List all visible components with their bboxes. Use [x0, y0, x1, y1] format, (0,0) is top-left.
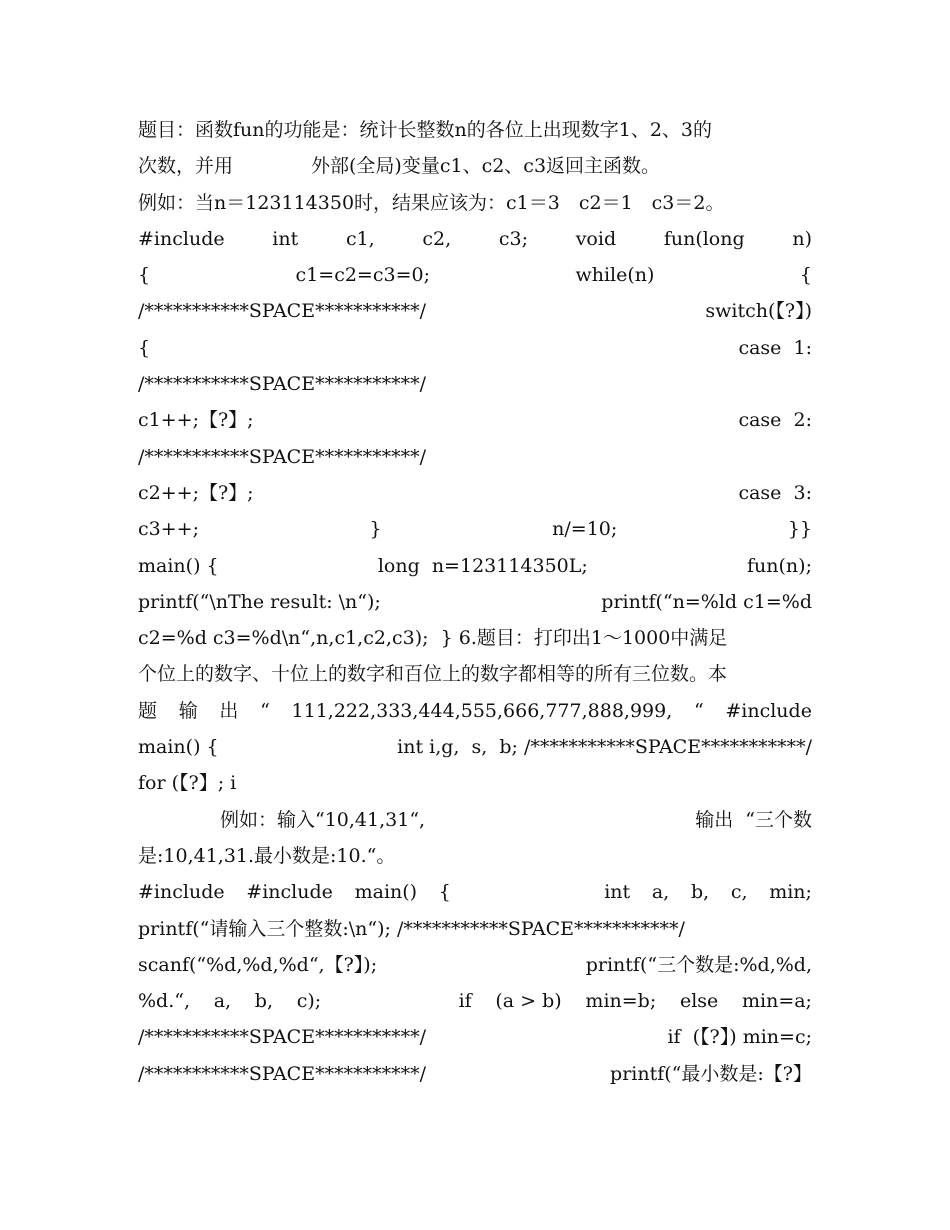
line-2-seg-1: 次数，并用: [138, 155, 234, 178]
line-22-seg-3: main(): [354, 881, 418, 904]
line-21-seg-1: 是:10,41,31.最小数是:10.“。: [138, 844, 396, 867]
text-line-27: [138, 1056, 812, 1092]
line-3-seg-1: 例如：当n＝123114350时，结果应该为：c1＝3 c2＝1 c3＝2。: [138, 191, 725, 214]
line-11-seg-1: c2++;【?】;: [138, 481, 254, 504]
line-4-seg-6: void: [575, 227, 617, 250]
text-line-10: [138, 439, 812, 475]
line-6-seg-1: /***********SPACE***********/: [138, 300, 426, 323]
text-line-3: [138, 185, 812, 221]
line-17-seg-3: 出: [219, 699, 239, 722]
text-line-15: [138, 620, 812, 656]
line-4-seg-1: #include: [138, 227, 225, 250]
text-line-24: [138, 947, 812, 983]
line-25-seg-1: %d.“,: [138, 990, 191, 1013]
line-5-seg-2: c1=c2=c3=0;: [295, 264, 430, 287]
line-7-seg-1: {: [138, 336, 151, 359]
line-12-seg-1: c3++;: [138, 518, 199, 541]
line-27-seg-1: /***********SPACE***********/: [138, 1062, 426, 1085]
line-22-seg-5: int: [604, 881, 631, 904]
line-8-seg-1: /***********SPACE***********/: [138, 373, 426, 396]
line-4-seg-3: c1,: [345, 227, 375, 250]
line-27-seg-2: printf(“最小数是:【?】: [610, 1062, 812, 1085]
line-17-seg-1: 题: [138, 699, 158, 722]
text-line-13: [138, 548, 812, 584]
line-22-seg-4: {: [438, 881, 451, 904]
line-13-seg-1: main() {: [138, 554, 219, 577]
line-18-seg-1: main() {: [138, 736, 219, 759]
text-line-5: [138, 257, 812, 293]
line-25-seg-4: c);: [296, 990, 322, 1013]
line-25-seg-2: a,: [213, 990, 232, 1013]
text-line-1: [138, 112, 812, 148]
text-line-22: [138, 874, 812, 910]
line-17-seg-4: “: [260, 699, 270, 722]
text-line-9: [138, 402, 812, 438]
line-15-seg-1: c2=%d c3=%d\n“,n,c1,c2,c3); } 6.题目：打印出1～1000中满足: [138, 627, 728, 650]
line-25-seg-7: min=b;: [585, 990, 657, 1013]
line-13-seg-3: fun(n);: [747, 554, 812, 577]
line-5-seg-3: while(n): [575, 264, 655, 287]
line-1-seg-1: 题目：函数fun的功能是：统计长整数n的各位上出现数字1、2、3的: [138, 119, 713, 141]
line-6-seg-2: switch(【?】): [705, 300, 812, 323]
line-20-seg-2: 输出 “三个数: [695, 808, 812, 831]
line-5-seg-4: {: [799, 264, 812, 287]
line-17-seg-2: 输: [178, 699, 198, 722]
text-line-8: [138, 366, 812, 402]
line-23-seg-1: printf(“请输入三个整数:\n“); /***********SPACE***********/: [138, 917, 685, 940]
text-line-25: [138, 983, 812, 1019]
text-line-12: [138, 511, 812, 547]
line-13-seg-2: long n=123114350L;: [377, 554, 588, 577]
line-19-seg-1: for (【?】; i: [138, 772, 237, 795]
line-4-seg-2: int: [272, 227, 299, 250]
text-line-20: [138, 802, 812, 838]
text-line-18: [138, 729, 812, 765]
line-25-seg-8: else: [679, 990, 719, 1013]
line-4-seg-8: n): [792, 227, 812, 250]
line-17-seg-6: “: [693, 699, 704, 722]
line-18-seg-2: int i,g, s, b; /***********SPACE***********/: [397, 736, 812, 759]
text-line-16: [138, 656, 812, 692]
line-22-seg-1: #include: [138, 881, 225, 904]
line-22-seg-6: a,: [651, 881, 670, 904]
text-line-21: [138, 838, 812, 874]
line-12-seg-2: }: [369, 518, 382, 541]
line-25-seg-5: if: [458, 990, 472, 1013]
line-9-seg-2: case 2:: [738, 409, 812, 432]
document-page: [138, 112, 812, 1092]
text-line-4: [138, 221, 812, 257]
text-line-2: [138, 148, 812, 184]
line-14-seg-1: printf(“\nThe result: \n“);: [138, 590, 381, 613]
line-12-seg-3: n/=10;: [552, 518, 618, 541]
text-line-19: [138, 765, 812, 801]
line-4-seg-4: c2,: [422, 227, 452, 250]
line-25-seg-3: b,: [254, 990, 273, 1013]
line-22-seg-2: #include: [246, 881, 333, 904]
text-line-11: [138, 475, 812, 511]
line-2-seg-2: 外部(全局)变量c1、c2、c3返回主函数。: [311, 155, 661, 178]
text-line-26: [138, 1019, 812, 1055]
line-20-seg-1: 例如：输入“10,41,31“,: [220, 808, 426, 831]
text-line-14: [138, 584, 812, 620]
text-line-17: [138, 693, 812, 729]
line-7-seg-2: case 1:: [738, 336, 812, 359]
line-24-seg-2: printf(“三个数是:%d,%d,: [585, 953, 812, 976]
line-25-seg-9: min=a;: [741, 990, 812, 1013]
text-line-7: [138, 330, 812, 366]
line-10-seg-1: /***********SPACE***********/: [138, 445, 426, 468]
text-line-23: [138, 911, 812, 947]
line-14-seg-2: printf(“n=%ld c1=%d: [601, 590, 812, 613]
line-22-seg-7: b,: [690, 881, 710, 904]
line-25-seg-6: (a > b): [495, 990, 562, 1013]
line-22-seg-9: min;: [769, 881, 812, 904]
line-22-seg-8: c,: [730, 881, 748, 904]
line-12-seg-4: }}: [787, 518, 812, 541]
line-9-seg-1: c1++;【?】;: [138, 409, 254, 432]
line-11-seg-2: case 3:: [738, 481, 812, 504]
line-24-seg-1: scanf(“%d,%d,%d“,【?】);: [138, 953, 378, 976]
text-line-6: [138, 293, 812, 329]
line-17-seg-7: #include: [725, 699, 812, 722]
line-26-seg-1: /***********SPACE***********/: [138, 1026, 426, 1049]
line-17-seg-5: 111,222,333,444,555,666,777,888,999,: [291, 699, 673, 722]
line-16-seg-1: 个位上的数字、十位上的数字和百位上的数字都相等的所有三位数。本: [138, 663, 728, 686]
line-5-seg-1: {: [138, 264, 151, 287]
line-4-seg-7: fun(long: [663, 227, 745, 250]
line-4-seg-5: c3;: [498, 227, 529, 250]
line-26-seg-2: if (【?】) min=c;: [667, 1026, 812, 1049]
